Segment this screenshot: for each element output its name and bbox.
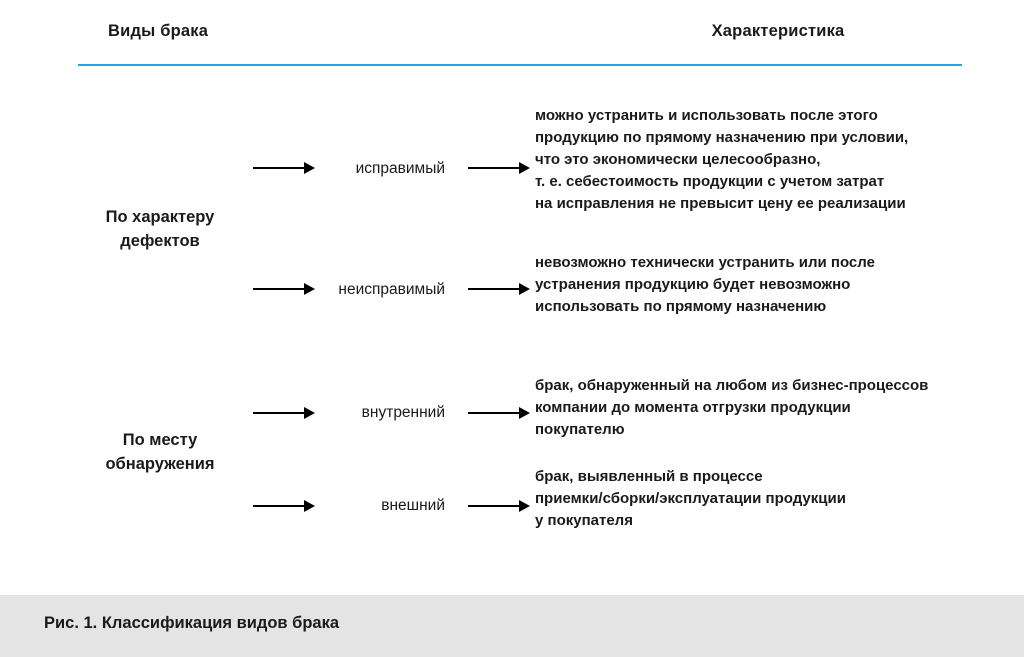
description-line: приемки/сборки/эксплуатации продукции (535, 490, 846, 508)
description-line: использовать по прямому назначению (535, 298, 827, 316)
group-label-line-1: По характеру (105, 208, 215, 226)
header-column-types: Виды брака (108, 22, 209, 40)
description-internal (535, 375, 965, 441)
figure-caption: Рис. 1. Классификация видов брака (44, 614, 340, 632)
description-line: невозможно технически устранить или после (535, 254, 875, 271)
group-label-line-2: дефектов (120, 231, 200, 250)
group-label-detection-place (45, 429, 275, 477)
description-line: покупателю (535, 421, 625, 439)
description-line: что это экономически целесообразно, (535, 151, 821, 169)
description-line: брак, обнаруженный на любом из бизнес-процессов (535, 377, 929, 394)
description-irreparable (535, 252, 965, 318)
table-header (78, 22, 962, 66)
caption-spacer (0, 587, 1024, 595)
description-line: брак, выявленный в процессе (535, 468, 763, 485)
diagram-canvas (0, 66, 1024, 586)
type-label-reparable: исправимый (355, 160, 445, 177)
description-line: у покупателя (535, 512, 633, 530)
group-label-line-2: обнаружения (105, 454, 215, 473)
description-line: можно устранить и использовать после этого (535, 107, 878, 124)
description-external (535, 466, 965, 532)
description-line: на исправления не превысит цену ее реализации (535, 195, 906, 213)
type-label-irreparable: неисправимый (338, 281, 445, 298)
figure-caption-bar (0, 595, 1024, 657)
arrow-right-row-3 (468, 407, 530, 419)
header-column-characteristics: Характеристика (711, 22, 845, 40)
group-label-defect-character (45, 206, 275, 254)
description-reparable (535, 105, 965, 215)
description-line: продукцию по прямому назначению при условии, (535, 129, 909, 147)
description-line: устранения продукцию будет невозможно (535, 276, 851, 294)
type-label-internal: внутренний (361, 404, 445, 421)
type-label-external: внешний (381, 497, 445, 514)
arrow-right-row-4 (468, 500, 530, 512)
arrow-right-row-2 (468, 283, 530, 295)
description-line: компании до момента отгрузки продукции (535, 399, 851, 417)
description-line: т. е. себестоимость продукции с учетом затрат (535, 173, 885, 191)
arrow-right-row-1 (468, 162, 530, 174)
group-label-line-1: По месту (122, 431, 198, 449)
